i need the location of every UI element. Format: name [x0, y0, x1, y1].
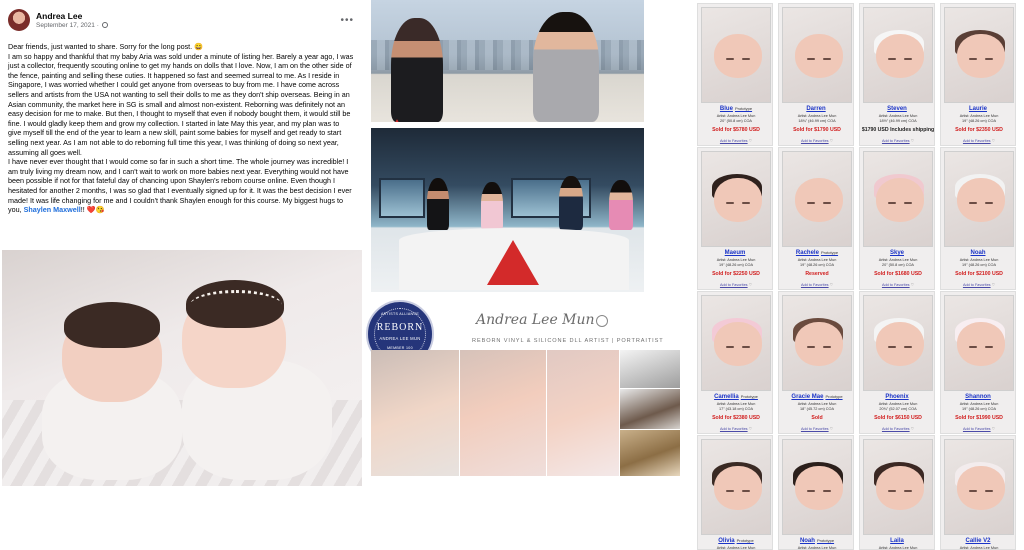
post-text [8, 42, 354, 215]
presenter-left [391, 18, 443, 122]
add-to-favorites[interactable] [860, 426, 936, 431]
doll-eye [742, 346, 750, 348]
listing-name[interactable] [779, 106, 855, 112]
listing-photo[interactable] [944, 151, 1014, 247]
listing-name-text[interactable]: Noah [970, 250, 986, 256]
listing-photo[interactable] [863, 439, 933, 535]
doll-face [957, 34, 1005, 78]
listing-artist: Artist: Andrea Lee Mun [797, 258, 837, 262]
listing-card[interactable] [940, 3, 1016, 146]
listing-size: 20" (50.8 cm) COA [720, 119, 752, 123]
add-to-favorites-link[interactable]: Add to Favorites [800, 427, 829, 431]
doll-eye [985, 58, 993, 60]
doll-photo [547, 350, 619, 476]
doll-eye [726, 202, 734, 204]
listing-card[interactable] [697, 435, 773, 550]
doll-face [795, 178, 843, 222]
listing-proto: Prototype [816, 538, 835, 543]
listing-name[interactable] [698, 106, 774, 112]
post-meta [36, 21, 108, 30]
listing-name[interactable] [698, 394, 774, 400]
doll-eye [726, 346, 734, 348]
add-to-favorites-link[interactable]: Add to Favorites [719, 283, 748, 287]
listing-price: Sold for $1680 USD [874, 271, 922, 277]
doll-eye [726, 490, 734, 492]
news-logo-icon [487, 240, 539, 285]
listing-photo[interactable] [782, 151, 852, 247]
seal-alliance: ARTISTS ALLIANCE [380, 312, 420, 316]
listing-card[interactable] [778, 435, 854, 550]
listing-price: Sold for $6150 USD [874, 415, 922, 421]
artist-signature: Andrea Lee Mun [476, 312, 595, 328]
listing-photo[interactable] [863, 7, 933, 103]
listing-photo[interactable] [701, 7, 771, 103]
listing-name-text[interactable]: Camellia [714, 394, 739, 400]
doll-face [957, 178, 1005, 222]
listing-card[interactable] [697, 147, 773, 290]
listing-photo[interactable] [944, 7, 1014, 103]
listing-artist: Artist: Andrea Lee Mun [797, 114, 837, 118]
listing-name[interactable] [860, 106, 936, 112]
doll-face [795, 322, 843, 366]
listing-price: Sold for $2250 USD [712, 271, 760, 277]
add-to-favorites-link[interactable]: Add to Favorites [719, 139, 748, 143]
listing-card[interactable] [940, 291, 1016, 434]
doll-photo [371, 350, 459, 476]
listing-size: 20" (50.8 cm) COA [882, 263, 914, 267]
add-to-favorites-link[interactable]: Add to Favorites [881, 139, 910, 143]
doll-face [876, 34, 924, 78]
doll-eye [985, 346, 993, 348]
heart-icon: ♡ [829, 427, 834, 431]
add-to-favorites[interactable] [860, 138, 936, 143]
doll-eye [807, 346, 815, 348]
doll-face [714, 466, 762, 510]
listing-proto: Prototype [825, 394, 843, 399]
portrait-sketch [620, 350, 680, 388]
post-header [8, 6, 354, 34]
doll-face [795, 34, 843, 78]
doll-face [714, 322, 762, 366]
listing-name-text[interactable]: Steven [887, 106, 907, 112]
doll-eye [823, 346, 831, 348]
news-studio-photo-1 [371, 0, 644, 122]
heart-icon: ♡ [829, 139, 834, 143]
listing-photo[interactable] [782, 439, 852, 535]
listing-artist: Artist: Andrea Lee Mun [716, 258, 756, 262]
doll-face [957, 466, 1005, 510]
cat-portrait [620, 430, 680, 476]
add-to-favorites[interactable] [698, 282, 774, 287]
listing-photo[interactable] [701, 439, 771, 535]
listing-card[interactable] [697, 291, 773, 434]
add-to-favorites-link[interactable]: Add to Favorites [800, 283, 829, 287]
listing-size: 19" (48.26 cm) COA [961, 263, 997, 267]
add-to-favorites[interactable] [860, 282, 936, 287]
guest [481, 182, 503, 230]
listing-artist: Artist: Andrea Lee Mun [716, 546, 756, 550]
listing-proto: Prototype [820, 250, 839, 255]
doll-eye [904, 202, 912, 204]
seal-member: MEMBER 100 [387, 346, 413, 350]
presenter-right [533, 12, 599, 122]
listing-name-text[interactable]: Blue [719, 106, 733, 112]
listing-artist: Artist: Andrea Lee Mun [959, 546, 999, 550]
listing-proto: Prototype [736, 538, 754, 543]
doll-photo [460, 350, 546, 476]
listing-card[interactable] [940, 147, 1016, 290]
guest [609, 180, 633, 230]
more-options-icon[interactable]: ••• [340, 14, 354, 26]
post-date[interactable]: September 17, 2021 · [36, 21, 99, 29]
post-paragraph: Dear friends, just wanted to share. Sorry for the long post. 😄 [8, 42, 204, 51]
add-to-favorites[interactable] [941, 282, 1017, 287]
listing-photo[interactable] [782, 7, 852, 103]
dog-portrait [620, 389, 680, 429]
listing-artist: Artist: Andrea Lee Mun [878, 402, 918, 406]
listing-photo[interactable] [701, 151, 771, 247]
doll-face [795, 466, 843, 510]
listing-name[interactable] [860, 250, 936, 256]
listing-price: Sold for $1990 USD [955, 415, 1003, 421]
listing-photo[interactable] [944, 295, 1014, 391]
listing-size: 19" (48.26 cm) COA [718, 263, 754, 267]
add-to-favorites[interactable] [698, 426, 774, 431]
rose-icon [596, 315, 608, 327]
doll-eye [969, 202, 977, 204]
add-to-favorites-link[interactable]: Add to Favorites [881, 283, 910, 287]
listing-card[interactable] [778, 3, 854, 146]
listing-artist: Artist: Andrea Lee Mun [959, 402, 999, 406]
heart-icon: ♡ [991, 427, 996, 431]
artist-tagline: REBORN VINYL & SILICONE DLL ARTIST | PORTRAITIST [472, 338, 664, 344]
listing-price: Reserved [805, 271, 829, 277]
doll-eye [742, 58, 750, 60]
doll-face [714, 34, 762, 78]
post-closing: !! ❤️😘 [80, 205, 105, 215]
listing-size: 18¾" (46.99 cm) COA [798, 119, 836, 123]
listing-card[interactable] [859, 435, 935, 550]
listing-name[interactable] [779, 250, 855, 256]
listing-name[interactable] [698, 250, 774, 256]
listing-name-text[interactable]: Laurie [968, 106, 987, 112]
listing-name-text[interactable]: Gracie Mae [791, 394, 824, 400]
listing-name-text[interactable]: Phoenix [885, 394, 909, 400]
doll-face [876, 178, 924, 222]
doll-eye [807, 202, 815, 204]
listing-proto: Prototype [734, 106, 753, 111]
listing-size: 18" (45.72 cm) COA [799, 407, 835, 411]
doll-face [714, 178, 762, 222]
listing-name-text[interactable]: Darren [806, 106, 826, 112]
listing-price: $1790 USD Includes shipping [861, 127, 935, 133]
post-paragraph-text: I have never ever thought that I would come so far in such a short time. The whole journey was incredible! I am truly living my dream now, and I can't wait to work on more babies next year. Everything would not have been possible if not for that fateful day of chancing upon Shaylen's reborn course online. Even though I hesitated for another 2 months, I was so glad that I eventually signed up for it. It was the best decision I ever made! It was life changing for me and I couldn't thank Shaylen enough for this course. My biggest hugs to you, [8, 157, 352, 215]
listing-price: Sold for $1790 USD [793, 127, 841, 133]
doll-eye [904, 490, 912, 492]
add-to-favorites-link[interactable]: Add to Favorites [800, 139, 829, 143]
doll-eye [985, 202, 993, 204]
add-to-favorites-link[interactable]: Add to Favorites [719, 427, 748, 431]
news-studio-photo-2 [371, 128, 644, 292]
listing-photo[interactable] [863, 151, 933, 247]
artist-brand-block [362, 298, 690, 478]
listing-name-text[interactable]: Olivia [718, 538, 735, 544]
globe-icon [102, 22, 108, 28]
doll-eye [888, 58, 896, 60]
add-to-favorites[interactable] [779, 426, 855, 431]
listing-artist: Artist: Andrea Lee Mun [878, 114, 918, 118]
add-to-favorites[interactable] [941, 138, 1017, 143]
listing-proto: Prototype [740, 394, 758, 399]
listing-size: 19" (48.26 cm) COA [961, 407, 997, 411]
heart-icon: ♡ [991, 283, 996, 287]
add-to-favorites[interactable] [698, 138, 774, 143]
doll-face [876, 322, 924, 366]
listing-name[interactable] [941, 106, 1017, 112]
listing-artist: Artist: Andrea Lee Mun [797, 402, 837, 406]
twins-photo [2, 250, 362, 486]
listing-name-text[interactable]: Shannon [965, 394, 991, 400]
listing-price: Sold for $2380 USD [712, 415, 760, 421]
listing-size: 20¾" (52.07 cm) COA [879, 407, 917, 411]
seal-artist-name: ANDREA LEE MUN [379, 336, 421, 341]
listing-card[interactable] [940, 435, 1016, 550]
listing-artist: Artist: Andrea Lee Mun [716, 402, 756, 406]
add-to-favorites-link[interactable]: Add to Favorites [962, 283, 991, 287]
heart-icon: ♡ [910, 427, 915, 431]
post-author[interactable]: Andrea Lee [36, 10, 83, 21]
listing-size: 18½" (46.99 cm) COA [879, 119, 917, 123]
facebook-post [0, 0, 362, 250]
listing-name[interactable] [860, 394, 936, 400]
listing-artist: Artist: Andrea Lee Mun [959, 258, 999, 262]
listing-name-text[interactable]: Maeum [724, 250, 746, 256]
listing-name[interactable] [941, 250, 1017, 256]
heart-icon: ♡ [748, 427, 753, 431]
doll-face [876, 466, 924, 510]
heart-icon: ♡ [829, 283, 834, 287]
anchor [427, 178, 449, 230]
left-baby-hair [64, 302, 160, 348]
listing-photo[interactable] [944, 439, 1014, 535]
listing-price: Sold [811, 415, 823, 421]
listing-name[interactable] [698, 538, 774, 544]
listing-name[interactable] [860, 538, 936, 544]
listing-price: Sold for $5780 USD [712, 127, 760, 133]
listing-photo[interactable] [701, 295, 771, 391]
anchor [559, 176, 583, 230]
listing-card[interactable] [778, 291, 854, 434]
post-paragraph-last [8, 157, 354, 215]
doll-eye [969, 346, 977, 348]
doll-eye [823, 58, 831, 60]
add-to-favorites[interactable] [779, 138, 855, 143]
listing-card[interactable] [859, 147, 935, 290]
doll-eye [823, 490, 831, 492]
doll-eye [807, 58, 815, 60]
listing-name[interactable] [941, 394, 1017, 400]
listing-artist: Artist: Andrea Lee Mun [797, 546, 837, 550]
doll-eye [985, 490, 993, 492]
listing-artist: Artist: Andrea Lee Mun [878, 546, 918, 550]
doll-eye [904, 58, 912, 60]
heart-icon: ♡ [910, 139, 915, 143]
doll-eye [888, 346, 896, 348]
doll-eye [726, 58, 734, 60]
listing-card[interactable] [859, 3, 935, 146]
post-paragraph: I am so happy and thankful that my baby Aria was sold under a minute of listing her. Barely a year ago, I was just a collector, frequently scouting online to get my hands on dolls that I love. Now, I am on the other side of the fence, painting and selling these cuties. It happened so fast and seemed surreal to me. As I reside in Singapore, I was worried whether I could get anyone from overseas to buy from me. I have come across sellers and artists from the USA not wanting to sell their dolls to me as they don't ship overseas. Being in an Asian community, the market here in SG is small and almost non-existent. Reborning was definitely not an easy decision for me to make. But then, I thought to myself that even if nobody bought them, it would still be fine. I would gladly keep them and grow my collection. I started in late May this year, and my plan was to give myself till the end of the year to learn a new skill, paint some babies for myself and get ready to start selling next year. As I am not able to do reborning full time this year, I was thinking of doing so next year, assuming all goes well. [8, 51, 354, 157]
seal-title: REBORN [376, 322, 424, 333]
doll-eye [969, 58, 977, 60]
doll-eye [742, 490, 750, 492]
add-to-favorites[interactable] [941, 426, 1017, 431]
listing-name-text[interactable]: Rachele [795, 250, 819, 256]
add-to-favorites-link[interactable]: Add to Favorites [962, 427, 991, 431]
listing-name[interactable] [779, 538, 855, 544]
listing-name-text[interactable]: Noah [799, 538, 815, 544]
avatar[interactable] [8, 9, 30, 31]
add-to-favorites[interactable] [779, 282, 855, 287]
listing-price: Sold for $2100 USD [955, 271, 1003, 277]
listing-artist: Artist: Andrea Lee Mun [878, 258, 918, 262]
listing-name-text[interactable]: Laila [890, 538, 904, 544]
doll-eye [888, 202, 896, 204]
listing-photo[interactable] [863, 295, 933, 391]
listing-price: Sold for $2350 USD [955, 127, 1003, 133]
listing-name-text[interactable]: Skye [889, 250, 904, 256]
listing-size: 17" (43.18 cm) COA [718, 407, 754, 411]
listing-card[interactable] [859, 291, 935, 434]
heart-icon: ♡ [748, 283, 753, 287]
add-to-favorites-link[interactable]: Add to Favorites [881, 427, 910, 431]
listing-card[interactable] [778, 147, 854, 290]
listing-size: 19" (48.26 cm) COA [799, 263, 835, 267]
heart-icon: ♡ [910, 283, 915, 287]
doll-eye [888, 490, 896, 492]
doll-eye [904, 346, 912, 348]
listing-photo[interactable] [782, 295, 852, 391]
doll-face [957, 322, 1005, 366]
add-to-favorites-link[interactable]: Add to Favorites [962, 139, 991, 143]
listing-size: 19" (48.26 cm) COA [961, 119, 997, 123]
listing-name-text[interactable]: Callie V2 [965, 538, 991, 544]
doll-eye [807, 490, 815, 492]
heart-icon: ♡ [748, 139, 753, 143]
studio-screen [379, 178, 425, 218]
listing-artist: Artist: Andrea Lee Mun [959, 114, 999, 118]
listings-grid [694, 0, 1024, 550]
listing-name[interactable] [941, 538, 1017, 544]
news-logo-icon [384, 119, 410, 122]
mention-link[interactable]: Shaylen Maxwell [23, 205, 81, 215]
doll-eye [742, 202, 750, 204]
listing-card[interactable] [697, 3, 773, 146]
headband [190, 290, 282, 320]
heart-icon: ♡ [991, 139, 996, 143]
doll-eye [823, 202, 831, 204]
listing-name[interactable] [779, 394, 855, 400]
doll-eye [969, 490, 977, 492]
listing-artist: Artist: Andrea Lee Mun [716, 114, 756, 118]
